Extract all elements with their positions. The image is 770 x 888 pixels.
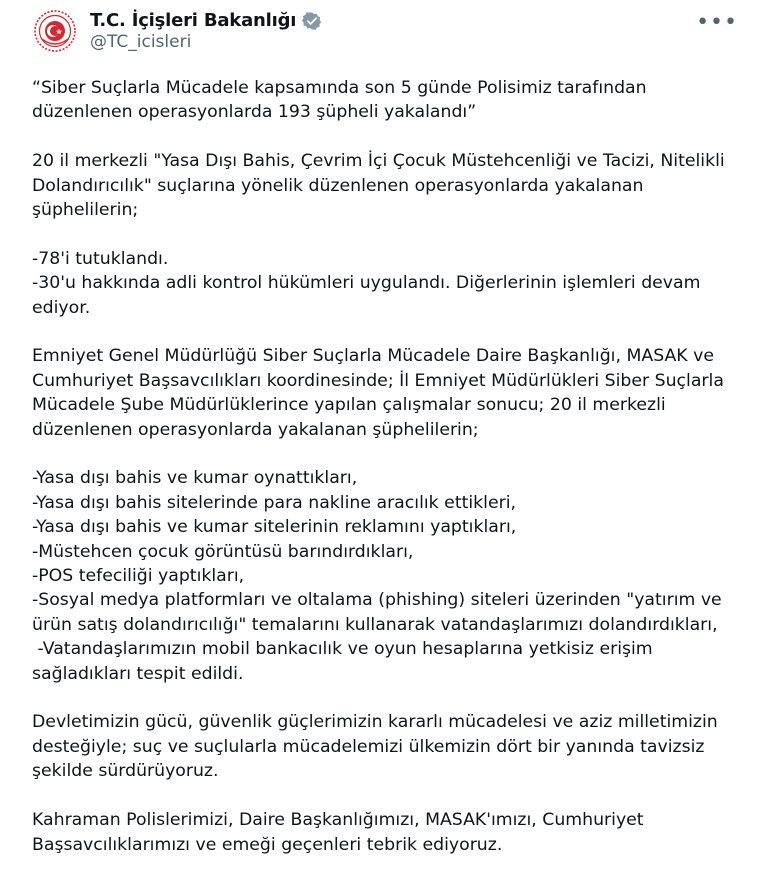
tweet-paragraph: -78'i tutuklandı. -30'u hakkında adli kontrol hükümleri uygulandı. Diğerlerinin işlemleri devam ediyor. (32, 248, 701, 318)
avatar[interactable] (32, 8, 78, 54)
tweet-paragraph: 20 il merkezli "Yasa Dışı Bahis, Çevrim İçi Çocuk Müstehcenliği ve Tacizi, Nitelikli Dolandırıcılık" suçlarına yönelik düzenlenen operasyonlarda yakalanan şüphelilerin; (32, 151, 725, 221)
tweet-header (32, 8, 746, 68)
account-info (90, 10, 322, 52)
tweet-paragraph: Devletimizin gücü, güvenlik güçlerimizin kararlı mücadelesi ve aziz milletimizin desteğiyle; suç ve suçlularla mücadelemizi ülkemizin dört bir yanında tavizsiz şekilde sürdürüyoruz. (32, 712, 718, 782)
name-row (90, 10, 322, 31)
tweet-text (32, 76, 746, 857)
tweet-paragraph: Kahraman Polislerimizi, Daire Başkanlığımızı, MASAK'ımızı, Cumhuriyet Başsavcılıklarımızı ve emeği geçenleri tebrik ediyoruz. (32, 810, 644, 855)
handle[interactable]: @TC_icisleri (90, 32, 192, 52)
ministry-seal-icon (33, 9, 77, 53)
display-name[interactable]: T.C. İçişleri Bakanlığı (90, 10, 297, 31)
tweet-paragraph: Emniyet Genel Müdürlüğü Siber Suçlarla Mücadele Daire Başkanlığı, MASAK ve Cumhuriyet Başsavcılıkları koordinesinde; İl Emniyet Müdürlükleri Siber Suçlarla Mücadele Şube Müdürlüklerince yapılan çalışmalar sonucu; 20 il merkezli düzenlenen operasyonlarda yakalanan şüphelilerin; (32, 346, 724, 440)
more-options-button[interactable]: ••• (696, 10, 738, 35)
tweet-paragraph: -Yasa dışı bahis ve kumar oynattıkları, -Yasa dışı bahis sitelerinde para nakline aracılık ettikleri, -Yasa dışı bahis ve kumar sitelerinin reklamını yaptıkları, -Müstehcen çocuk görüntüsü barındırdıkları, -POS tefeciliği yaptıkları, -Sosyal medya platformları ve oltalama (phishing) siteleri üzerinden "yatırım ve ürün satış dolandırıcılığı" temalarını kullanarak vatandaşlarımızı dolandırdıkları, -Vatandaşlarımızın mobil bankacılık ve oyun hesaplarına yetkisiz erişim sağladıkları tespit edildi. (32, 468, 722, 684)
verified-badge-icon (302, 11, 322, 31)
tweet-paragraph: “Siber Suçlarla Mücadele kapsamında son 5 günde Polisimiz tarafından düzenlenen operasyonlarda 193 şüpheli yakalandı” (32, 78, 647, 123)
